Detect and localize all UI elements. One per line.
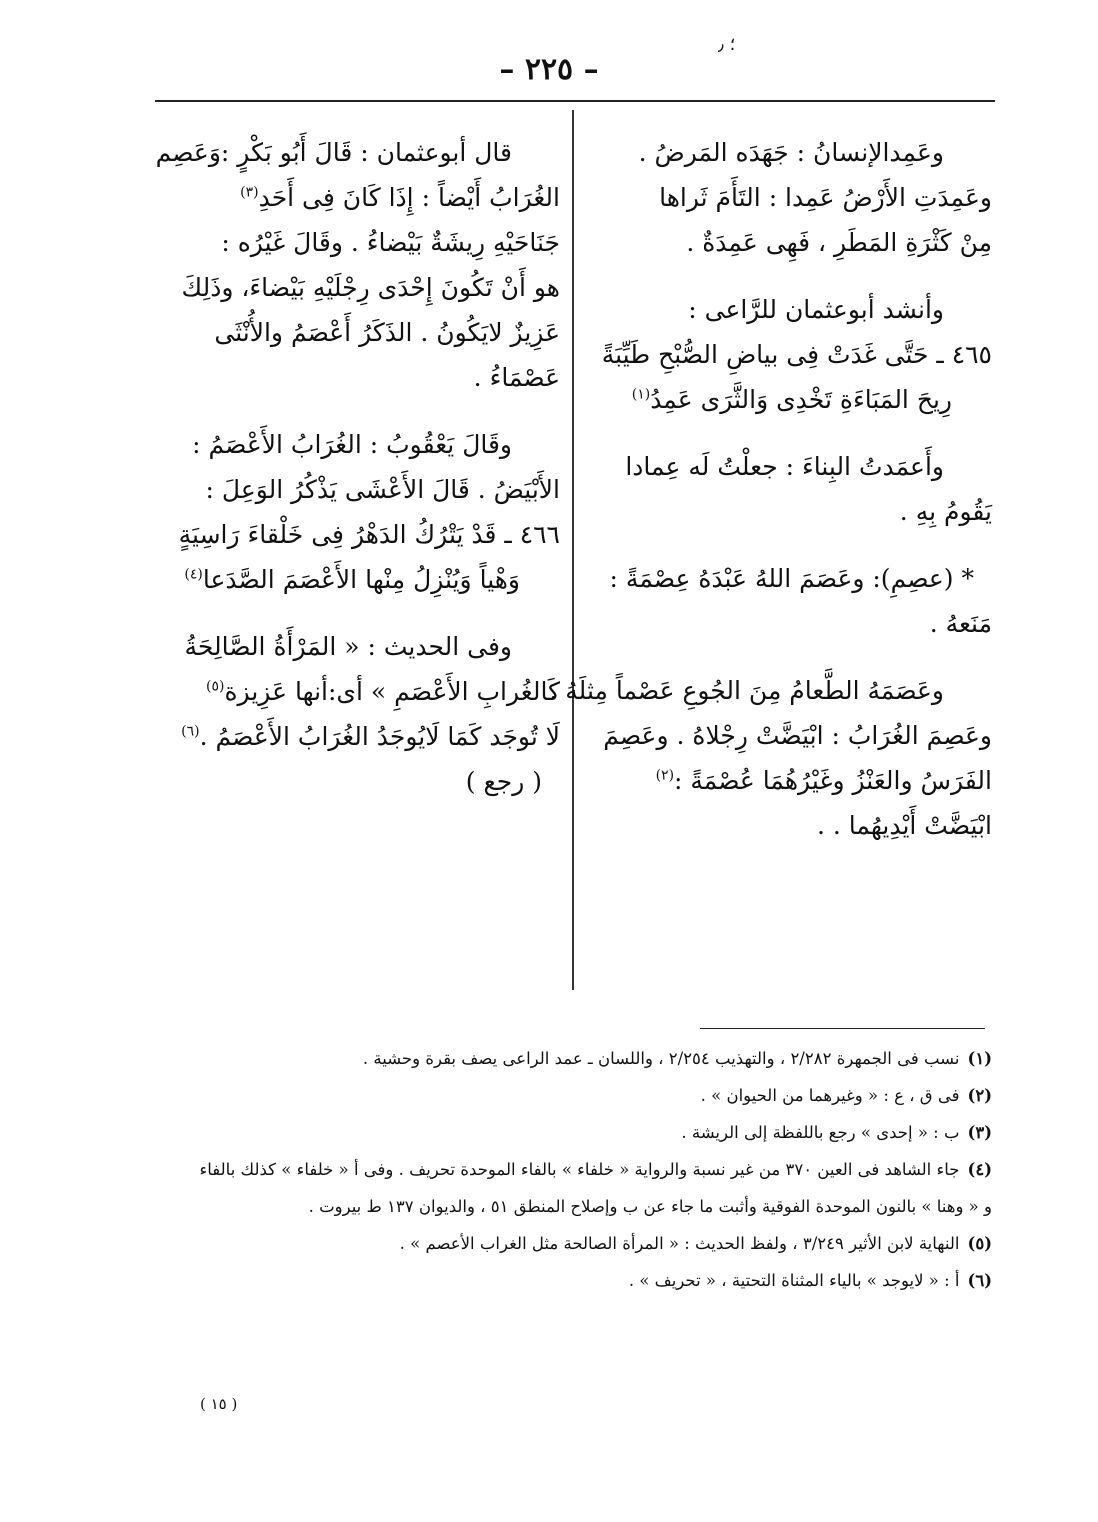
- text-line: [592, 444, 992, 489]
- line-text: ٤٦٦ ـ قَدْ يَتْرُكُ الدَهْرُ فِى خَلْقاءَ رَاسِيَةٍ: [178, 520, 560, 549]
- paragraph-gap: [592, 265, 992, 287]
- column-divider: [572, 110, 574, 990]
- text-line: [549, 668, 992, 713]
- line-text: وقَالَ يَعْقُوبُ : الغُرَابُ الأَعْصَمُ :: [192, 430, 512, 459]
- text-line: [592, 175, 992, 220]
- footnote-text: نسب فى الجمهرة ٢/٢٨٢ ، والتهذيب ٢/٢٥٤ ، واللسان ـ عمد الراعى يصف بقرة وحشية .: [362, 1049, 960, 1068]
- text-line: [165, 467, 560, 512]
- right-column: [549, 130, 992, 848]
- line-text: وعَصِمَ الغُرَابُ : ابْيَضَّتْ رِجْلاهُ . وعَصِمَ: [603, 721, 992, 750]
- footnote-marker: (٥): [205, 678, 225, 695]
- page-number: – ٢٢٥ –: [499, 52, 599, 87]
- text-line: [592, 220, 992, 265]
- line-text: هو أَنْ تَكُونَ إِحْدَى رِجْلَيْهِ بَيْضاءَ، وذَلِكَ: [181, 273, 560, 302]
- line-text: وعَمِدالإنسانُ : جَهَدَه المَرضُ .: [638, 138, 944, 167]
- footnotes: [150, 1040, 992, 1299]
- paragraph-gap: [165, 602, 560, 624]
- text-line: [165, 669, 560, 714]
- text-line: [165, 220, 560, 265]
- footnote: [150, 1040, 992, 1077]
- footnote: [150, 1077, 992, 1114]
- paragraph-gap: [592, 646, 992, 668]
- footnote-text: ب : « إحدى » رجع باللفظة إلى الريشة .: [681, 1123, 960, 1142]
- paragraph-gap: [592, 534, 992, 556]
- line-text: جَنَاحَيْهِ رِيشَةٌ بَيْضاءُ . وقَالَ غَيْرُه :: [221, 228, 560, 257]
- line-text: وفى الحديث : « المَرْأَةُ الصَّالِحَةُ: [184, 632, 512, 661]
- line-text: يَقُومُ بِهِ .: [899, 497, 992, 526]
- footnote-text: و « وهنا » بالنون الموحدة الفوقية وأثبت ما جاء عن ب وإصلاح المنطق ٥١ ، والديوان ١٣٧ ط بيروت .: [308, 1197, 992, 1216]
- line-text: عَزِيزٌ لايَكُونُ . الذَكَرُ أَعْصَمُ والأُنْثَى: [214, 318, 560, 347]
- verse-line: [592, 332, 992, 377]
- footnote: [150, 1262, 992, 1299]
- footnote-number: (١): [967, 1049, 992, 1068]
- line-text: الأَبْيَضُ . قَالَ الأَعْشَى يَذْكُرُ الوَعِلَ :: [205, 475, 560, 504]
- footnote-marker: (٦): [181, 723, 200, 740]
- line-text: مِنْ كَثْرَةِ المَطَرِ ، فَهِى عَمِدَةٌ .: [686, 228, 992, 257]
- line-text: وأَعمَدتُ البِناءَ : جعلْتُ لَه عِمادا: [625, 452, 944, 481]
- footnote-number: (٤): [967, 1160, 992, 1179]
- footnote-text: النهاية لابن الأثير ٣/٢٤٩ ، ولفظ الحديث : « المرأة الصالحة مثل الغراب الأعصم » .: [399, 1234, 960, 1253]
- footnote-number: (٢): [967, 1086, 992, 1105]
- line-text: كَالغُرابِ الأَعْصَمِ » أى:أنها عَزِيزة: [224, 677, 560, 706]
- line-text: الغُرَابُ أَيْضاً : إِذَا كَانَ فِى أَحَدِ: [258, 183, 560, 212]
- top-marks: ؛ ٫: [718, 34, 736, 55]
- line-text: ٤٦٥ ـ حَتَّى غَدَتْ فِى بياضِ الصُّبْحِ طَيِّبَةً: [601, 340, 992, 369]
- text-line: [592, 287, 992, 332]
- line-text: رِيحَ المَبَاءَةِ تَخْدِى وَالثَّرَى عَمِدُ: [650, 385, 952, 414]
- text-line: [592, 758, 992, 803]
- text-line: [165, 265, 560, 310]
- top-rule: [155, 100, 995, 102]
- verse-line: [165, 557, 560, 602]
- text-line: [592, 601, 992, 646]
- paragraph-gap: [592, 422, 992, 444]
- text-line: [165, 714, 560, 759]
- line-text: وَهْياً وَيُنْزِلُ مِنْها الأَعْصَمَ الصَّدَعا: [202, 565, 520, 594]
- footnote-number: (٦): [967, 1271, 992, 1290]
- text-line: [592, 803, 992, 848]
- line-text: عَصْمَاءُ .: [473, 363, 560, 392]
- footnote-text: جاء الشاهد فى العين ٣٧٠ من غير نسبة والرواية « خلفاء » بالفاء الموحدة تحريف . وفى أ « خلفاء » كذلك بالفاء: [199, 1160, 960, 1179]
- footnote-rule: [700, 1028, 985, 1029]
- footnote-marker: (٢): [655, 767, 675, 784]
- footnote: [150, 1188, 992, 1225]
- text-line: [165, 422, 560, 467]
- paragraph-gap: [165, 400, 560, 422]
- footnote: [150, 1114, 992, 1151]
- verse-line: [165, 512, 560, 557]
- text-line: [165, 310, 560, 355]
- signature-mark: ( ١٥ ): [200, 1395, 238, 1413]
- line-text: قال أبوعثمان : قَالَ أَبُو بَكْرٍ :وَعَصِم: [155, 138, 512, 167]
- line-text: لَا تُوجَد كَمَا لَايُوجَدُ الغُرَابُ الأَعْصَمُ .: [199, 722, 560, 751]
- left-column: [155, 130, 560, 804]
- line-text: مَنَعهُ .: [929, 609, 992, 638]
- text-line: [165, 759, 560, 804]
- line-text: الفَرَسُ والعَنْزُ وغَيْرُهُمَا عُصْمَةً :: [674, 766, 992, 795]
- line-text: وعَصَمَهُ الطَّعامُ مِنَ الجُوعِ عَصْماً مِثلَهُ .: [549, 676, 944, 705]
- line-text: وأنشد أبوعثمان للرَّاعى :: [688, 295, 944, 324]
- text-line: [592, 713, 992, 758]
- footnote-marker: (٤): [184, 566, 203, 583]
- line-text: وعَمِدَتِ الأَرْضُ عَمِدا : التَأَمَ ثَراها: [659, 183, 992, 212]
- text-line: [165, 175, 560, 220]
- footnote-marker: (٣): [240, 184, 259, 201]
- footnote-text: فى ق ، ع : « وغيرهما من الحيوان » .: [700, 1086, 960, 1105]
- text-line: [592, 556, 992, 601]
- footnote-text: أ : « لايوجد » بالياء المثناة التحتية ، « تحريف » .: [628, 1271, 960, 1290]
- verse-line: [592, 377, 992, 422]
- text-line: [165, 624, 560, 669]
- footnote-number: (٣): [967, 1123, 992, 1142]
- footnote-marker: (١): [631, 386, 651, 403]
- footnote: [150, 1225, 992, 1262]
- line-text: ابْيَضَّتْ أَيْدِيهُما . .: [817, 811, 992, 840]
- footnote: [150, 1151, 992, 1188]
- line-text: * (عصِمِ): وعَصَمَ اللهُ عَبْدَهُ عِصْمَةً :: [609, 564, 974, 593]
- text-line: [592, 489, 992, 534]
- text-line: [165, 355, 560, 400]
- text-line: [592, 130, 992, 175]
- line-text: ( رجع ): [465, 767, 542, 796]
- footnote-number: (٥): [967, 1234, 992, 1253]
- text-line: [155, 130, 560, 175]
